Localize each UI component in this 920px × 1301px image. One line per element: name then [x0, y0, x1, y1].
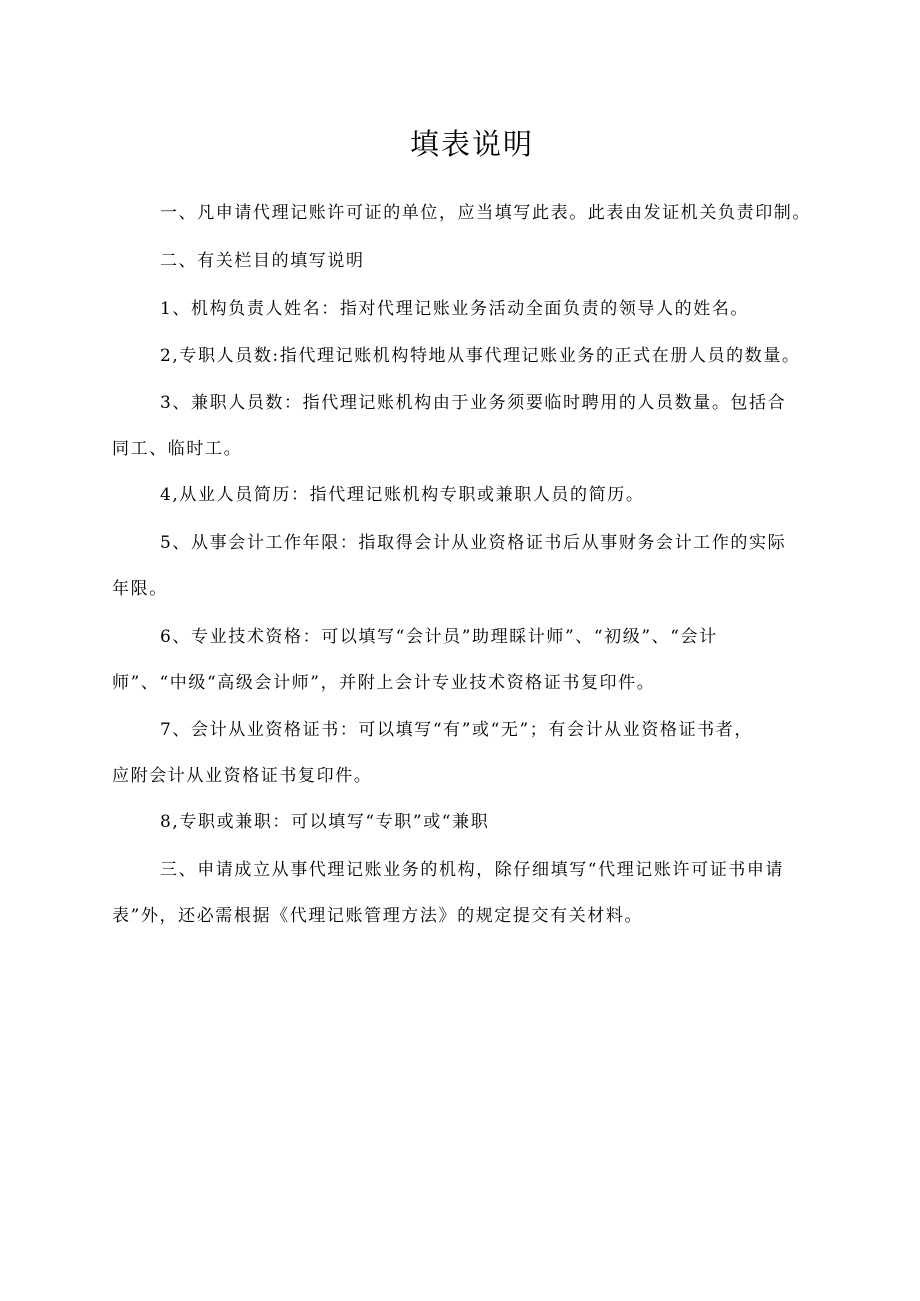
paragraph-line: 4,从业人员简历：指代理记账机构专职或兼职人员的简历。 [160, 485, 645, 505]
paragraph-line: 应附会计从业资格证书复印件。 [112, 766, 373, 786]
paragraph-line: 8,专职或兼职：可以填写“专职”或“兼职 [160, 812, 490, 832]
paragraph-3 [112, 286, 842, 332]
paragraph-line: 表”外，还必需根据《代理记账管理方法》的规定提交有关材料。 [112, 906, 644, 926]
paragraph-10 [112, 799, 842, 845]
paragraph-1 [112, 190, 842, 236]
paragraph-11 [112, 847, 842, 939]
paragraph-5 [112, 380, 842, 472]
paragraph-line: 同工、临时工。 [112, 439, 243, 459]
paragraph-line: 二、有关栏目的填写说明 [160, 251, 365, 271]
paragraph-line: 6、专业技术资格：可以填写“会计员”助理睬计师”、“初级”、“会计 [160, 627, 718, 647]
paragraph-line: 师”、“中级“高级会计师”，并附上会计专业技术资格证书复印件。 [112, 673, 656, 693]
paragraph-6 [112, 472, 842, 518]
paragraph-8 [112, 614, 842, 706]
paragraph-line: 5、从事会计工作年限：指取得会计从业资格证书后从事财务会计工作的实际 [160, 533, 787, 553]
paragraph-line: 2,专职人员数:指代理记账机构特地从事代理记账业务的正式在册人员的数量。 [160, 346, 801, 366]
paragraph-4 [112, 333, 842, 379]
paragraph-line: 7、会计从业资格证书：可以填写“有”或“无”；有会计从业资格证书者， [160, 720, 753, 740]
paragraph-line: 年限。 [112, 579, 168, 599]
paragraph-7 [112, 520, 842, 612]
paragraph-line: 一、凡申请代理记账许可证的单位，应当填写此表。此表由发证机关负责印制。 [160, 203, 811, 223]
paragraph-line: 3、兼职人员数：指代理记账机构由于业务须要临时聘用的人员数量。包括合 [160, 393, 787, 413]
paragraph-line: 1、机构负责人姓名：指对代理记账业务活动全面负责的领导人的姓名。 [160, 299, 750, 319]
paragraph-2 [112, 238, 842, 284]
paragraph-9 [112, 707, 842, 799]
paragraph-line: 三、申请成立从事代理记账业务的机构，除仔细填写“代理记账许可证书申请 [160, 860, 785, 880]
page-title: 填表说明 [409, 127, 534, 161]
